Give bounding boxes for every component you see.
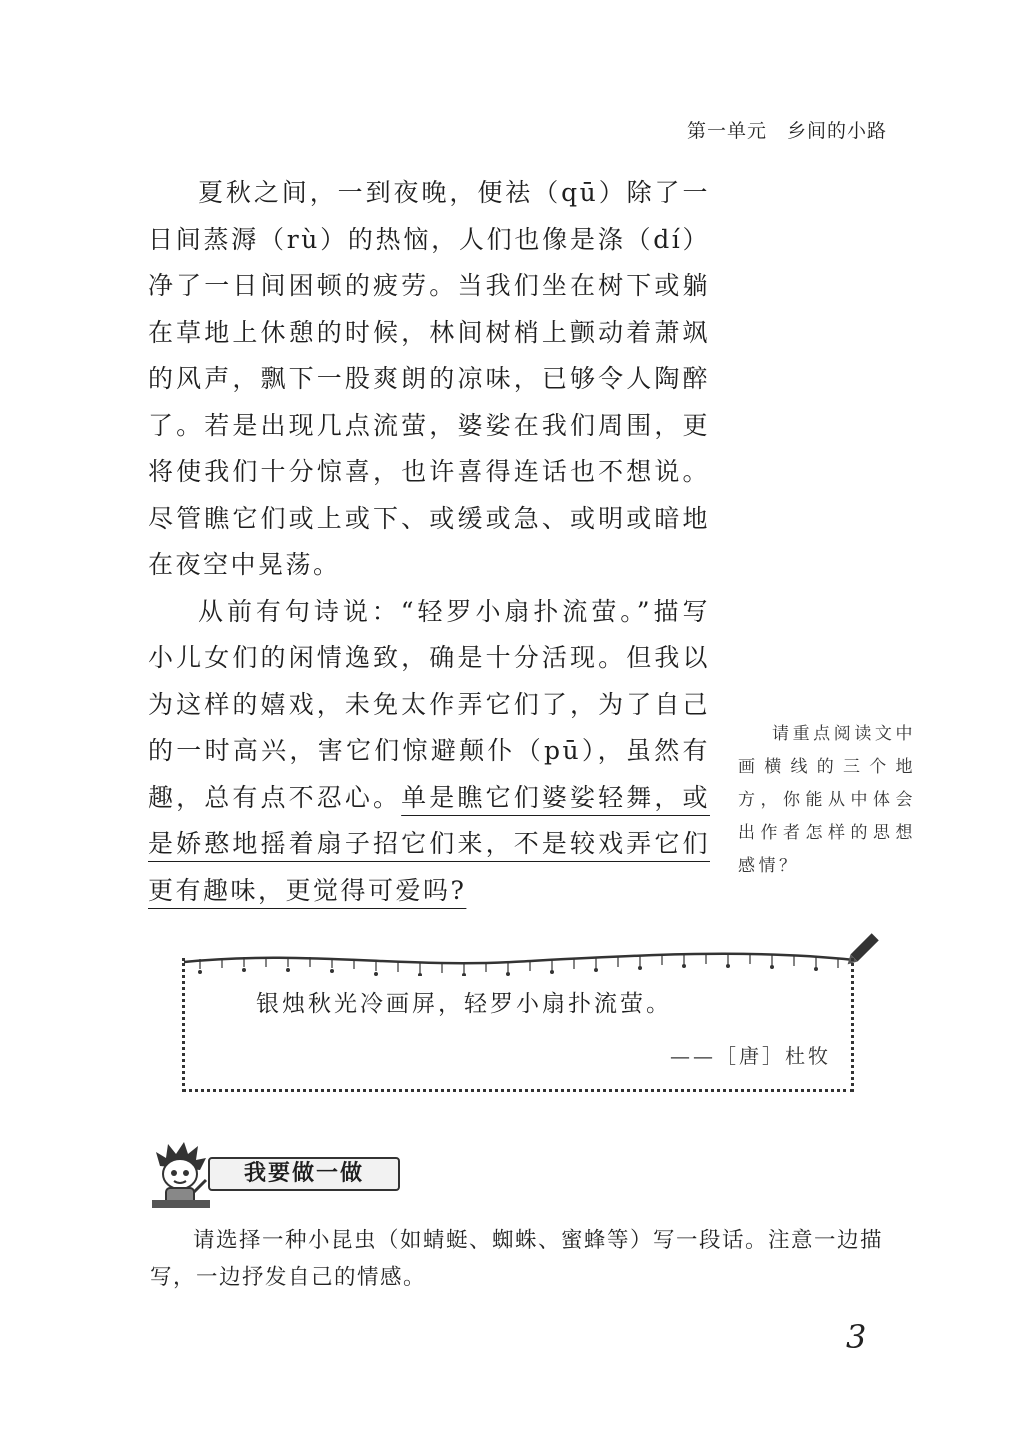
activity-title: 我要做一做 bbox=[208, 1157, 400, 1191]
activity-banner bbox=[150, 1140, 410, 1210]
activity-task-text: 请选择一种小昆虫（如蜻蜓、蜘蛛、蜜蜂等）写一段话。注意一边描写，一边抒发自己的情感。 bbox=[150, 1228, 884, 1290]
poem-author: ——［唐］杜牧 bbox=[670, 1044, 831, 1068]
paragraph-2 bbox=[148, 589, 710, 915]
paragraph-1: 夏秋之间，一到夜晚，便祛（qū）除了一日间蒸溽（rù）的热恼，人们也像是涤（dí）净了一日间困顿的疲劳。当我们坐在树下或躺在草地上休憩的时候，林间树梢上颤动着萧飒的风声，飘下一股爽朗的凉味，已够令人陶醉了。若是出现几点流萤，婆娑在我们周围，更将使我们十分惊喜，也许喜得连话也不想说。尽管瞧它们或上或下、或缓或急、或明或暗地在夜空中晃荡。 bbox=[148, 178, 710, 579]
poem-line: 银烛秋光冷画屏，轻罗小扇扑流萤。 bbox=[256, 991, 672, 1017]
boy-mascot-icon bbox=[150, 1140, 212, 1210]
poem-box bbox=[182, 958, 854, 1092]
underlined-sentence: 单是瞧它们婆娑轻舞，或是娇憨地摇着扇子招它们来，不是较戏弄它们更有趣味，更觉得可爱吗? bbox=[148, 782, 710, 905]
running-header bbox=[687, 116, 887, 143]
side-note: 请重点阅读文中画横线的三个地方，你能从中体会出作者怎样的思想感情？ bbox=[738, 724, 916, 876]
paragraph-2-text: 从前有句诗说：“轻罗小扇扑流萤。”描写小儿女们的闲情逸致，确是十分活现。但我以为这样的嬉戏，未免太作弄它们了，为了自己的一时高兴，害它们惊避颠仆（pū），虽然有趣，总有点不忍心。 bbox=[148, 596, 710, 812]
main-text bbox=[148, 170, 710, 914]
activity-task bbox=[150, 1222, 892, 1296]
page-number: 3 bbox=[846, 1318, 867, 1356]
lesson-title: 乡间的小路 bbox=[786, 120, 887, 142]
unit-title: 第一单元 bbox=[686, 120, 767, 142]
